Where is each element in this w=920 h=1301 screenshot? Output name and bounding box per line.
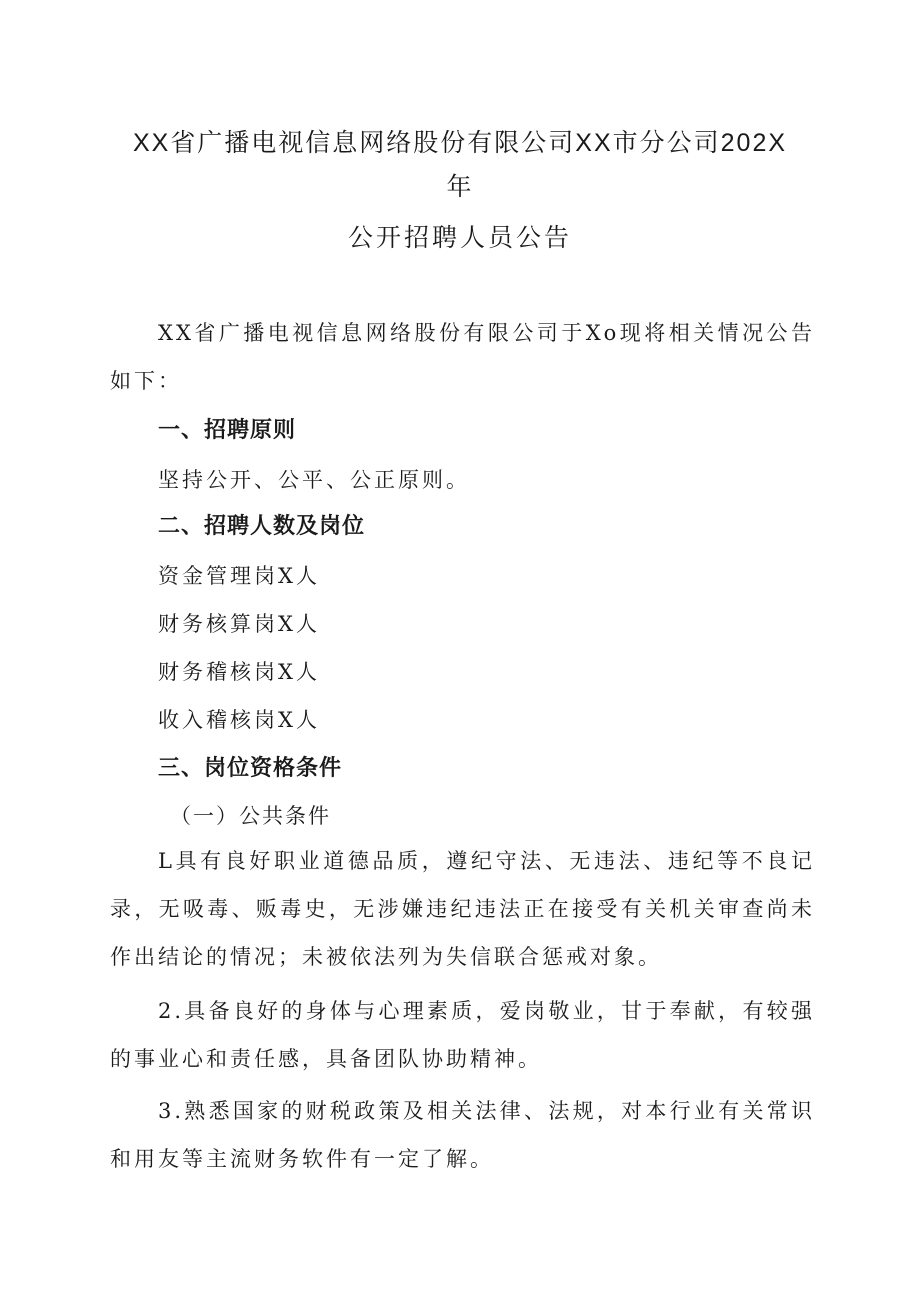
- section-heading-positions: 二、招聘人数及岗位: [158, 514, 366, 539]
- position-item: 收入稽核岗X人: [158, 708, 320, 732]
- position-item: 财务稽核岗X人: [158, 660, 320, 684]
- principles-text: 坚持公开、公平、公正原则。: [158, 468, 470, 492]
- section-heading-principles: 一、招聘原则: [158, 418, 297, 443]
- document-title-line-1: XX省广播电视信息网络股份有限公司XX市分公司202X: [132, 129, 788, 157]
- intro-paragraph: XX省广播电视信息网络股份有限公司于Xo现将相关情况公告如下：: [110, 321, 815, 393]
- position-item: 财务核算岗X人: [158, 612, 320, 636]
- subsection-heading-common-conditions: （一）公共条件: [170, 804, 331, 828]
- document-title-line-3: 公开招聘人员公告: [347, 224, 572, 252]
- condition-item: 2.具备良好的身体与心理素质，爱岗敬业，甘于奉献，有较强的事业心和责任感，具备团队协助精神。: [110, 999, 815, 1071]
- condition-item: L具有良好职业道德品质，遵纪守法、无违法、违纪等不良记录，无吸毒、贩毒史，无涉嫌违纪违法正在接受有关机关审查尚未作出结论的情况；未被依法列为失信联合惩戒对象。: [110, 849, 815, 969]
- position-item: 资金管理岗X人: [158, 564, 320, 588]
- section-heading-qualifications: 三、岗位资格条件: [158, 756, 343, 781]
- condition-item: 3.熟悉国家的财税政策及相关法律、法规，对本行业有关常识和用友等主流财务软件有一定了解。: [110, 1099, 815, 1171]
- document-title-line-2: 年: [446, 173, 474, 201]
